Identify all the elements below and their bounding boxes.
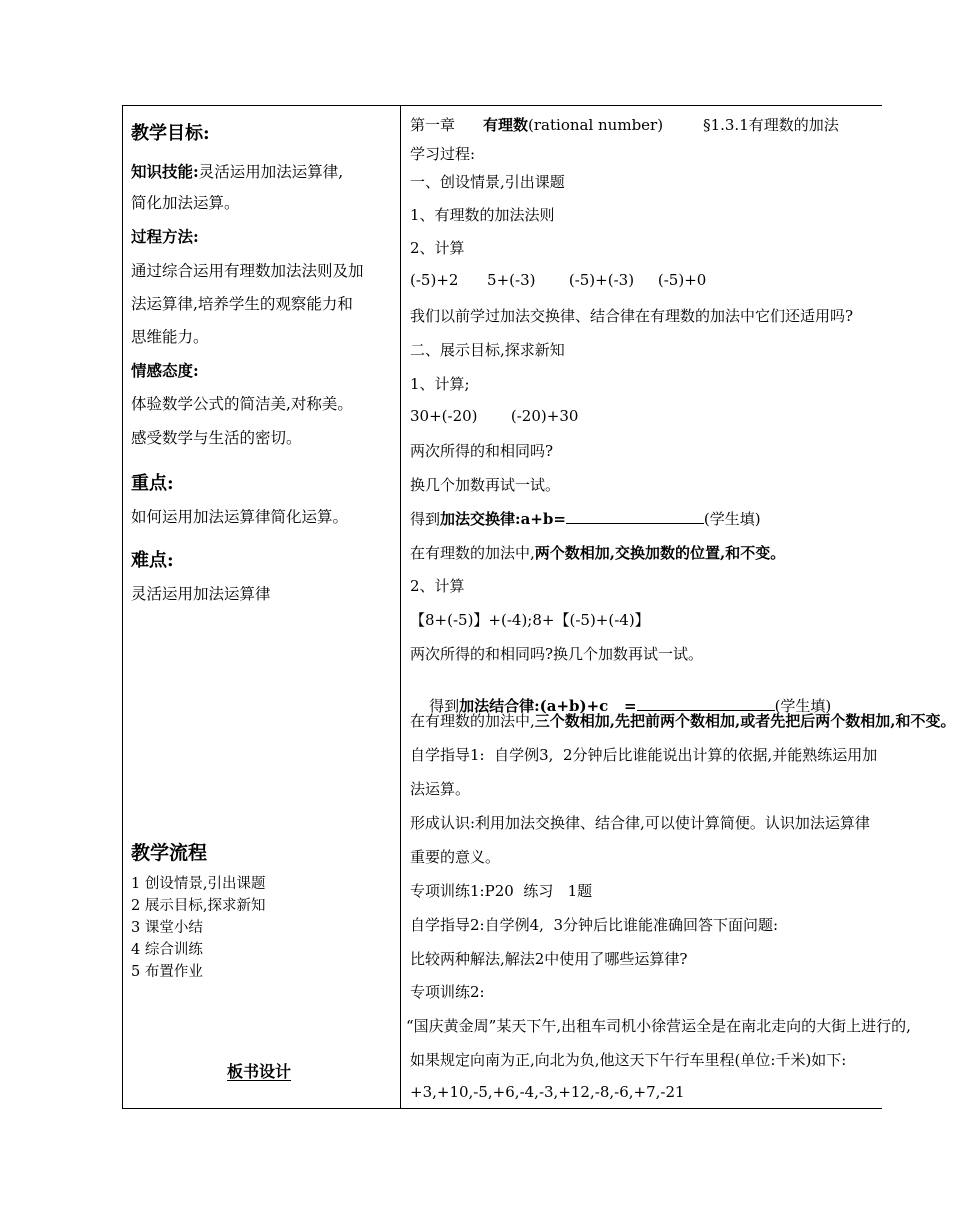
line-calc-1: 1、计算; [410, 375, 470, 393]
flow-item-1: 1 创设情景,引出课题 [131, 876, 266, 892]
line-try: 换几个加数再试一试。 [410, 476, 561, 494]
associative-statement [410, 710, 955, 731]
assoc-stmt-bold: 三个数相加,先把前两个数相加,或者先把后两个数相加,和不变。 [534, 712, 955, 730]
line-expr-2: 30+(-20) (-20)+30 [410, 407, 579, 425]
numbers-line: +3,+10,-5,+6,-4,-3,+12,-8,-6,+7,-21 [410, 1083, 685, 1101]
column-divider [400, 105, 401, 1109]
assoc-blank[interactable] [637, 696, 775, 711]
line-section-1: 一、创设情景,引出课题 [410, 173, 565, 191]
flow-item-5: 5 布置作业 [131, 964, 203, 980]
training-2: 专项训练2: [410, 983, 485, 1001]
header-en: (rational number) [528, 116, 664, 134]
guide-1: 自学指导1: 自学例3, 2分钟后比谁能说出计算的依据,并能熟练运用加 [410, 746, 878, 764]
line-learning: 学习过程: [410, 145, 476, 163]
right-column [406, 105, 955, 1109]
flow-item-2: 2 展示目标,探求新知 [131, 898, 266, 914]
line-question: 我们以前学过加法交换律、结合律在有理数的加法中它们还适用吗? [410, 307, 854, 325]
comm-prefix: 得到 [410, 510, 441, 528]
form-understanding-cont: 重要的意义。 [410, 848, 501, 866]
guide-1-cont: 法运算。 [410, 780, 471, 798]
key-text: 如何运用加法运算律简化运算。 [131, 508, 349, 526]
story-line: “国庆黄金周”某天下午,出租车司机小徐营运全是在南北走向的大街上进行的, [406, 1017, 911, 1035]
assoc-suffix: (学生填) [774, 697, 832, 715]
rule-line: 如果规定向南为正,向北为负,他这天下午行车里程(单位:千米)如下: [410, 1051, 847, 1069]
attitude-line-1: 体验数学公式的简洁美,对称美。 [131, 395, 353, 413]
goal-title: 教学目标: [131, 123, 210, 144]
flow-title: 教学流程 [131, 842, 208, 864]
line-calc: 2、计算 [410, 239, 465, 257]
commutative-statement [410, 542, 785, 563]
guide-2: 自学指导2:自学例4, 3分钟后比谁能准确回答下面问题: [410, 916, 779, 934]
key-title: 重点: [131, 473, 174, 494]
comm-blank[interactable] [566, 509, 704, 524]
chapter-header [410, 114, 839, 135]
knowledge-line [131, 155, 343, 189]
compare-question: 比较两种解法,解法2中使用了哪些运算律? [410, 950, 688, 968]
comm-suffix: (学生填) [703, 510, 761, 528]
training-1: 专项训练1:P20 练习 1题 [410, 882, 593, 900]
comm-stmt-bold: 两个数相加,交换加数的位置,和不变。 [534, 544, 786, 562]
form-understanding: 形成认识:利用加法交换律、结合律,可以使计算简便。认识加法运算律 [410, 814, 870, 832]
line-same: 两次所得的和相同吗? [410, 442, 554, 460]
header-bold: 有理数 [483, 116, 529, 134]
knowledge-text-2: 简化加法运算。 [131, 194, 240, 212]
header-section: §1.3.1有理数的加法 [703, 116, 839, 134]
attitude-line-2: 感受数学与生活的密切。 [131, 429, 302, 447]
knowledge-text: 灵活运用加法运算律, [198, 163, 344, 181]
line-calc-2: 2、计算 [410, 577, 465, 595]
process-line-3: 思维能力。 [131, 328, 209, 346]
assoc-formula: :(a+b)+c = [534, 697, 637, 715]
flow-item-4: 4 综合训练 [131, 942, 203, 958]
commutative-line [410, 508, 761, 529]
line-calc2-expr: 【8+(-5)】+(-4);8+【(-5)+(-4)】 [410, 611, 650, 629]
process-line-1: 通过综合运用有理数加法法则及加 [131, 262, 364, 280]
assoc-prefix: 得到 [429, 697, 460, 715]
assoc-stmt-prefix: 在有理数的加法中, [410, 712, 535, 730]
comm-bold: 加法交换律 [440, 510, 516, 528]
process-label: 过程方法: [131, 227, 199, 246]
line-section-2: 二、展示目标,探求新知 [410, 341, 565, 359]
knowledge-label: 知识技能: [131, 162, 199, 181]
line-rule: 1、有理数的加法法则 [410, 206, 555, 224]
flow-item-3: 3 课堂小结 [131, 920, 203, 936]
comm-formula: :a+b= [515, 510, 566, 528]
attitude-label: 情感态度: [131, 361, 199, 380]
difficulty-text: 灵活运用加法运算律 [131, 585, 271, 603]
line-expr: (-5)+2 5+(-3) (-5)+(-3) (-5)+0 [410, 271, 707, 289]
process-line-2: 法运算律,培养学生的观察能力和 [131, 295, 353, 313]
line-same-again: 两次所得的和相同吗?换几个加数再试一试。 [410, 645, 704, 663]
board-title: 板书设计 [227, 1062, 292, 1081]
comm-stmt-prefix: 在有理数的加法中, [410, 544, 535, 562]
assoc-bold: 加法结合律 [459, 697, 535, 715]
header-chapter: 第一章 [410, 116, 456, 134]
difficulty-title: 难点: [131, 550, 174, 571]
